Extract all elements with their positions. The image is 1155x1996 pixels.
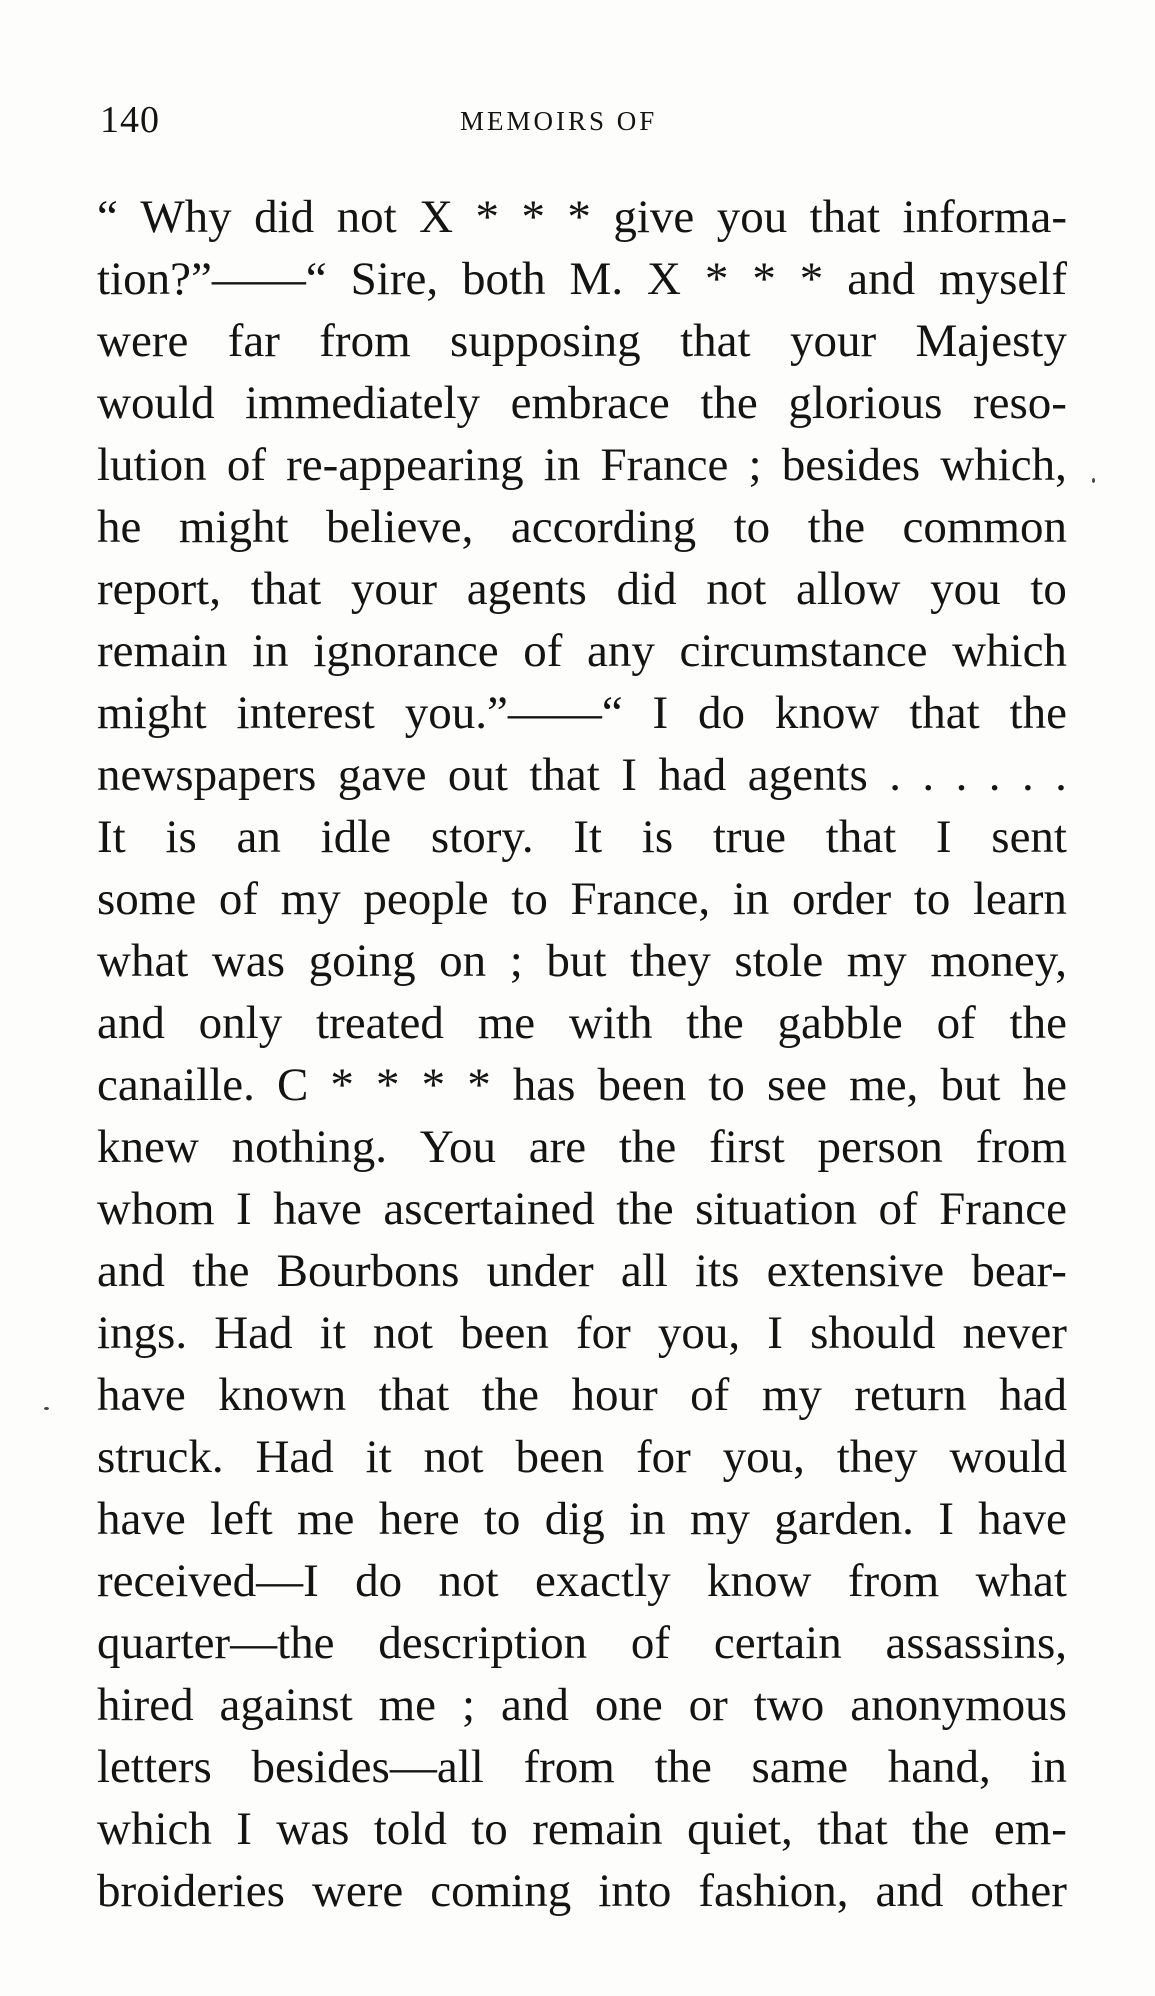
text-line: were far from supposing that your Majesty (97, 315, 1067, 367)
text-line: letters besides—all from the same hand, in (97, 1741, 1067, 1793)
text-line: he might believe, according to the common (97, 501, 1067, 553)
text-line: and the Bourbons under all its extensive bear- (97, 1245, 1067, 1297)
text-line: whom I have ascertained the situation of France (97, 1183, 1067, 1235)
text-line: ings. Had it not been for you, I should never (97, 1307, 1067, 1359)
text-line: some of my people to France, in order to learn (97, 873, 1067, 925)
text-line: received—I do not exactly know from what (97, 1555, 1067, 1607)
text-line: lution of re-appearing in France ; besides which, (97, 439, 1067, 491)
text-line: quarter—the description of certain assassins, (97, 1617, 1067, 1669)
text-line: and only treated me with the gabble of the (97, 997, 1067, 1049)
running-title: MEMOIRS OF (460, 106, 658, 136)
text-line: It is an idle story. It is true that I sent (97, 811, 1067, 863)
text-line: have left me here to dig in my garden. I have (97, 1493, 1067, 1545)
ink-speck (1092, 478, 1095, 483)
ink-speck (44, 1407, 49, 1410)
text-line: struck. Had it not been for you, they would (97, 1431, 1067, 1483)
text-line: have known that the hour of my return had (97, 1369, 1067, 1421)
text-line: “ Why did not X * * * give you that informa- (97, 191, 1067, 243)
text-line: which I was told to remain quiet, that the em- (97, 1803, 1067, 1855)
text-line: what was going on ; but they stole my money, (97, 935, 1067, 987)
text-line: knew nothing. You are the first person from (97, 1121, 1067, 1173)
text-line: newspapers gave out that I had agents . . . . . . (97, 749, 1067, 801)
text-line: hired against me ; and one or two anonymous (97, 1679, 1067, 1731)
body-text (97, 186, 1067, 1922)
text-line: tion?”——“ Sire, both M. X * * * and myself (97, 253, 1067, 305)
page-number: 140 (100, 99, 160, 141)
text-line: would immediately embrace the glorious reso- (97, 377, 1067, 429)
running-head (100, 100, 1070, 140)
text-line: remain in ignorance of any circumstance which (97, 625, 1067, 677)
text-line: might interest you.”——“ I do know that the (97, 687, 1067, 739)
text-line: report, that your agents did not allow you to (97, 563, 1067, 615)
text-line: canaille. C * * * * has been to see me, but he (97, 1059, 1067, 1111)
text-line: broideries were coming into fashion, and other (97, 1865, 1067, 1917)
